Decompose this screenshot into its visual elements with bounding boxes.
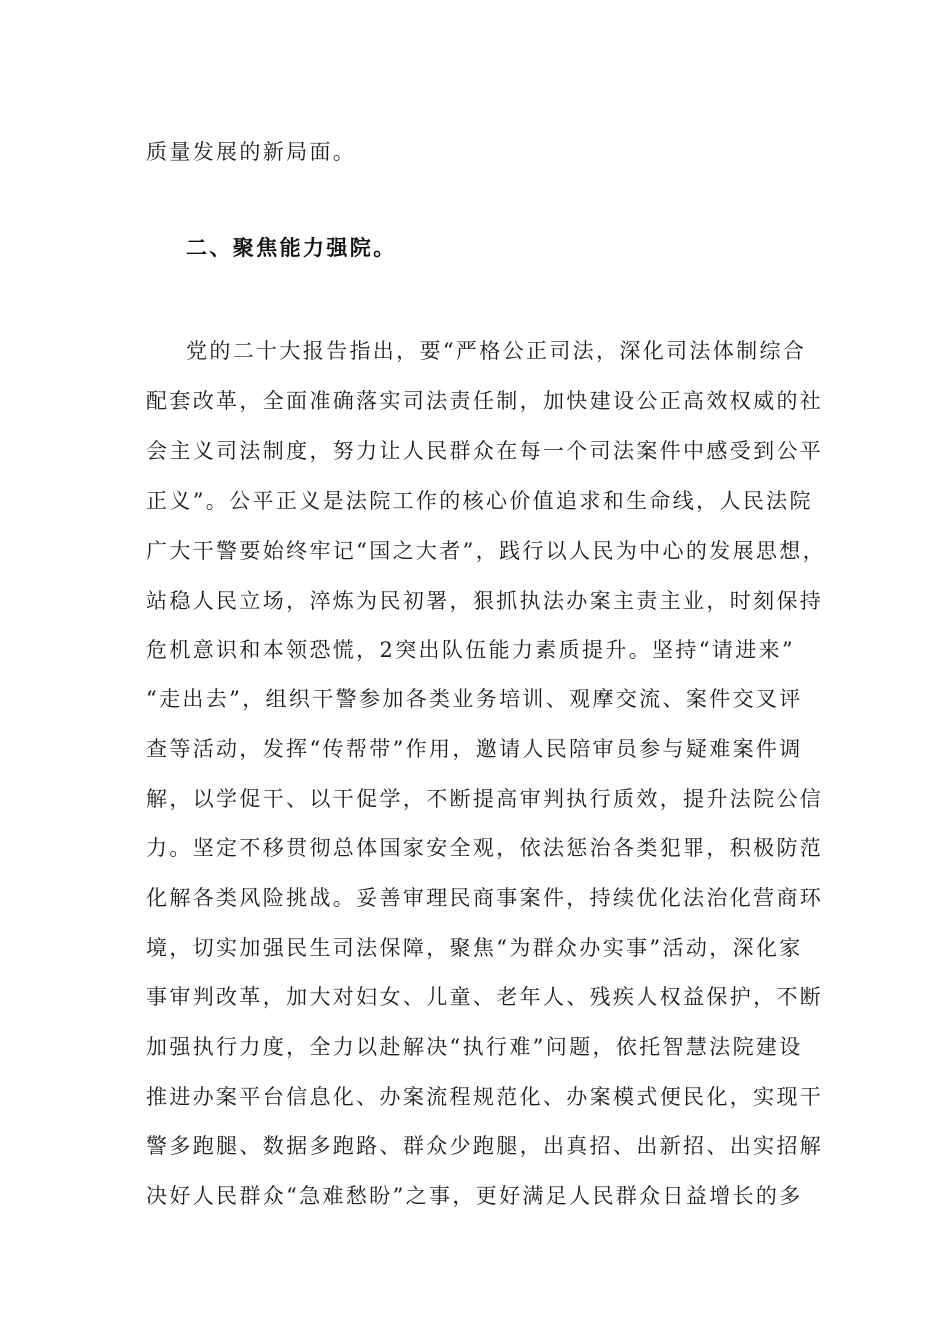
paragraph-line: 会主义司法制度，努力让人民群众在每一个司法案件中感受到公平 (146, 439, 824, 463)
paragraph-line: 化解各类风险挑战。妥善审理民商事案件，持续优化法治化营商环 (146, 886, 824, 910)
paragraph-line: 正义”。公平正义是法院工作的核心价值追求和生命线，人民法院 (146, 489, 813, 513)
paragraph-line: 警多跑腿、数据多跑路、群众少跑腿，出真招、出新招、出实招解 (146, 1134, 824, 1158)
paragraph-line: 推进办案平台信息化、办案流程规范化、办案模式便民化，实现干 (146, 1085, 824, 1109)
paragraph-line: 配套改革，全面准确落实司法责任制，加快建设公正高效权威的社 (146, 389, 824, 413)
paragraph-line: 广大干警要始终牢记“国之大者”，践行以人民为中心的发展思想， (146, 539, 826, 563)
paragraph-line: 加强执行力度，全力以赴解决“执行难”问题，依托智慧法院建设 (146, 1035, 803, 1059)
paragraph-line: 境，切实加强民生司法保障，聚焦“为群众办实事”活动，深化家 (146, 936, 803, 960)
paragraph-line: 党的二十大报告指出，要“严格公正司法，深化司法体制综合 (186, 339, 807, 363)
section-heading: 二、聚焦能力强院。 (186, 236, 397, 260)
paragraph-line: 事审判改革，加大对妇女、儿童、老年人、残疾人权益保护，不断 (146, 985, 824, 1009)
continuation-line: 质量发展的新局面。 (146, 140, 357, 164)
paragraph-line: 站稳人民立场，淬炼为民初署，狠抓执法办案主责主业，时刻保持 (146, 589, 824, 613)
paragraph-line: 决好人民群众“急难愁盼”之事，更好满足人民群众日益增长的多 (146, 1184, 803, 1208)
paragraph-line: 危机意识和本领恐慌，2突出队伍能力素质提升。坚持“请进来” (146, 638, 795, 662)
paragraph-line: 力。坚定不移贯彻总体国家安全观，依法惩治各类犯罪，积极防范 (146, 836, 824, 860)
paragraph-line: 解，以学促干、以干促学，不断提高审判执行质效，提升法院公信 (146, 787, 824, 811)
paragraph-line: “走出去”，组织干警参加各类业务培训、观摩交流、案件交叉评 (146, 687, 803, 711)
paragraph-line: 查等活动，发挥“传帮带”作用，邀请人民陪审员参与疑难案件调 (146, 737, 803, 761)
